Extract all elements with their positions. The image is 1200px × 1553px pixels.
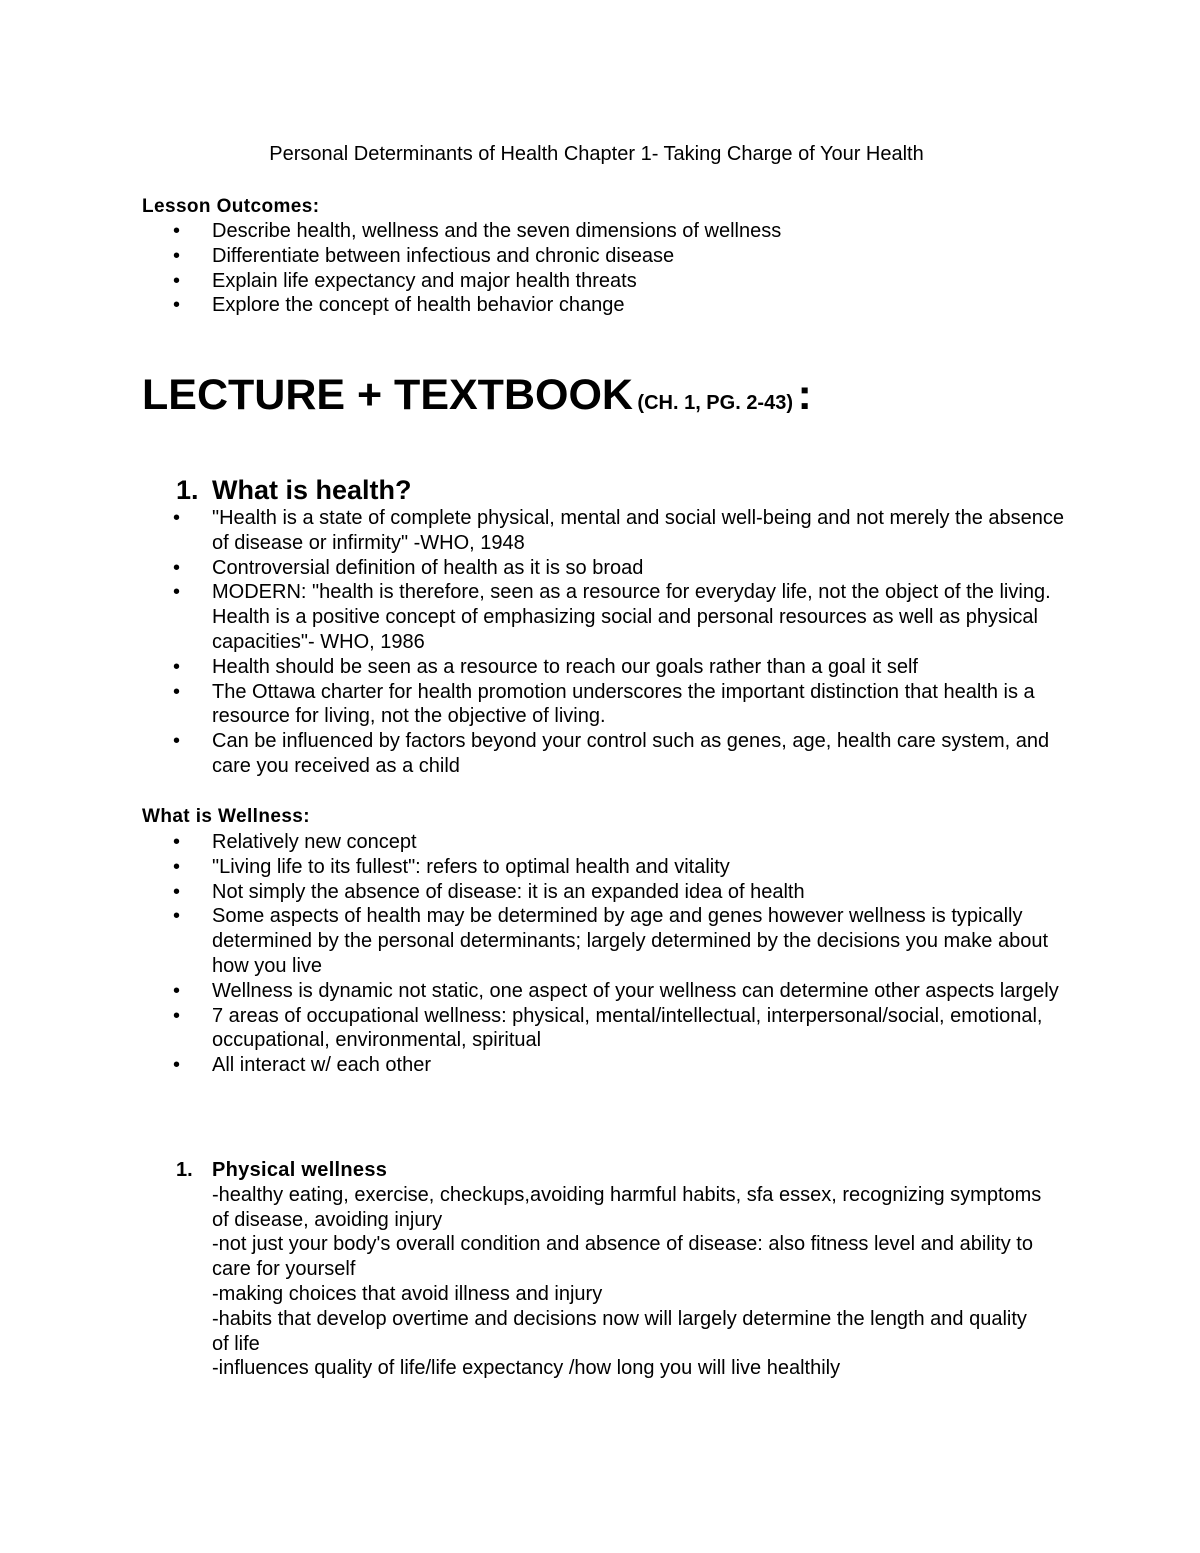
- physical-wellness-line: -healthy eating, exercise, checkups,avoiding harmful habits, sfa essex, recognizing symptoms of disease, avoiding injury: [212, 1183, 1042, 1231]
- physical-wellness-section: [176, 1158, 1046, 1381]
- list-item: • Explain life expectancy and major health threats: [142, 269, 1082, 294]
- list-item: • Controversial definition of health as it is so broad: [142, 556, 1082, 581]
- lecture-heading-reference: (CH. 1, PG. 2-43): [637, 392, 794, 414]
- list-item: • "Health is a state of complete physical, mental and social well-being and not merely the absence of disease or infirmity" -WHO, 1948: [142, 506, 1082, 556]
- lesson-outcomes-heading: Lesson Outcomes:: [142, 196, 320, 217]
- list-item: • The Ottawa charter for health promotion underscores the important distinction that health is a resource for living, not the objective of living.: [142, 680, 1082, 730]
- list-item: • Not simply the absence of disease: it is an expanded idea of health: [142, 880, 1082, 905]
- lesson-outcomes-list: [142, 219, 1082, 318]
- list-item: • Can be influenced by factors beyond your control such as genes, age, health care system, and care you received as a child: [142, 729, 1082, 779]
- physical-wellness-heading: Physical wellness: [212, 1159, 388, 1181]
- list-item: • 7 areas of occupational wellness: physical, mental/intellectual, interpersonal/social, emotional, occupational, environmental, spiritual: [142, 1004, 1082, 1054]
- document-title: Personal Determinants of Health Chapter 1- Taking Charge of Your Health: [269, 143, 924, 165]
- health-list: [142, 506, 1082, 779]
- list-item: • Describe health, wellness and the seven dimensions of wellness: [142, 219, 1082, 244]
- list-item: • Health should be seen as a resource to reach our goals rather than a goal it self: [142, 655, 1082, 680]
- wellness-list: [142, 830, 1082, 1078]
- list-item: • Some aspects of health may be determined by age and genes however wellness is typically determined by the personal determinants; largely determined by the decisions you make about how you live: [142, 904, 1082, 978]
- list-item: • All interact w/ each other: [142, 1053, 1082, 1078]
- health-section-number: 1.: [176, 475, 199, 505]
- list-item: • Differentiate between infectious and chronic disease: [142, 244, 1082, 269]
- list-item: • Relatively new concept: [142, 830, 1082, 855]
- lecture-heading-main: LECTURE + TEXTBOOK: [142, 371, 633, 419]
- health-section-title: What is health?: [212, 475, 412, 505]
- list-item: • MODERN: "health is therefore, seen as a resource for everyday life, not the object of the living. Health is a positive concept of emphasizing social and personal resources as well as physical capacities"- WHO, 1986: [142, 580, 1082, 654]
- wellness-heading: What is Wellness:: [142, 806, 310, 827]
- physical-wellness-line: -influences quality of life/life expectancy /how long you will live healthily: [212, 1357, 841, 1380]
- lecture-heading: [142, 369, 812, 431]
- health-section-heading: [176, 474, 412, 506]
- list-item: • "Living life to its fullest": refers to optimal health and vitality: [142, 855, 1082, 880]
- list-item: • Explore the concept of health behavior change: [142, 293, 1082, 318]
- lecture-heading-colon: :: [797, 371, 812, 419]
- physical-wellness-line: -making choices that avoid illness and injury: [212, 1282, 603, 1305]
- physical-wellness-number: 1.: [176, 1159, 193, 1181]
- list-item: • Wellness is dynamic not static, one aspect of your wellness can determine other aspects largely: [142, 979, 1082, 1004]
- physical-wellness-line: -habits that develop overtime and decisions now will largely determine the length and quality of life: [212, 1307, 1027, 1355]
- physical-wellness-line: -not just your body's overall condition and absence of disease: also fitness level and ability to care for yourself: [212, 1233, 1033, 1281]
